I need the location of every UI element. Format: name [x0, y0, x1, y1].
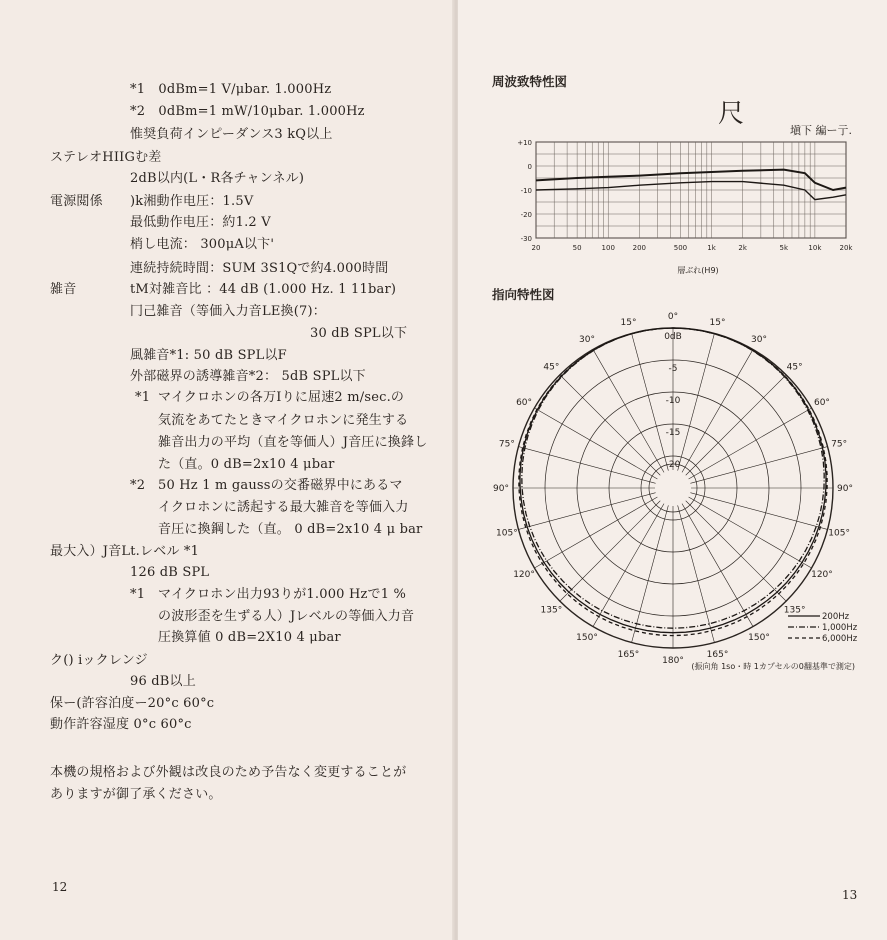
polar-angle-label: 120° — [513, 570, 535, 580]
right-page — [458, 0, 887, 940]
freq-axis — [517, 139, 853, 252]
polar-chart-title: 指向特性図 — [492, 287, 555, 302]
polar-ring-label: -15 — [665, 428, 681, 438]
spec-line: *1 0dBm=1 V/μbar. 1.000Hz — [130, 82, 332, 97]
spec-line: 96 dB以上 — [130, 674, 196, 689]
footnote-line: の波形歪を生ずる人）Jレベルの等価入力音 — [158, 609, 415, 624]
notice-line: 本機の規格および外観は改良のため予告なく変更することが — [50, 765, 407, 780]
freq-x-tick: 200 — [632, 244, 647, 252]
polar-angle-label: 45° — [543, 362, 560, 373]
spec-line: 30 dB SPL以下 — [310, 326, 408, 341]
polar-angle-label: 60° — [516, 398, 533, 408]
spec-line: *2 0dBm=1 mW/10μbar. 1.000Hz — [130, 104, 365, 119]
polar-angle-label: 135° — [783, 605, 806, 616]
freq-y-tick: -10 — [520, 187, 532, 195]
polar-angle-label: 90° — [837, 484, 853, 494]
spec-heading: 雑音 — [50, 282, 77, 297]
polar-angle-label: 180° — [662, 656, 684, 666]
polar-angle-label: 15° — [620, 317, 637, 328]
polar-spoke — [686, 501, 786, 601]
spec-line: )k湘動作电圧：1.5V — [130, 194, 254, 209]
polar-spoke — [678, 333, 715, 470]
polar-spoke — [632, 505, 669, 642]
spec-line: 最低動作电圧：約1.2 V — [130, 215, 271, 230]
polar-angle-label: 165° — [706, 650, 729, 661]
freq-x-tick: 20k — [839, 244, 853, 252]
footnote-line: た（直。0 dB=2x10 4 μbar — [158, 457, 335, 472]
footnote-line: 音圧に換鋼した（直。 0 dB=2x10 4 μ bar — [158, 522, 423, 537]
spec-heading: 最大入）J音Lt.レベル *1 — [50, 544, 200, 559]
footnote-line: マイクロホンの各万Iりに屈速2 m/sec.の — [158, 390, 405, 405]
freq-series-line — [536, 170, 846, 190]
freq-x-tick: 2k — [738, 244, 747, 252]
polar-angle-label: 165° — [617, 650, 640, 661]
footnote-line: 気流をあてたときマイクロホンに発生する — [158, 413, 409, 428]
freq-x-label: 層ぶれ(H9) — [677, 266, 719, 275]
polar-ring-label: 0dB — [664, 332, 682, 342]
freq-series — [536, 170, 846, 200]
freq-y-tick: -30 — [520, 235, 532, 243]
polar-angle-label: 0° — [667, 312, 679, 322]
polar-angle-label: 30° — [579, 335, 595, 346]
freq-x-tick: 1k — [707, 244, 716, 252]
freq-x-tick: 20 — [531, 244, 541, 252]
footnote-marker: *1 — [130, 587, 146, 602]
footnote-line: 圧換算値 0 dB=2X10 4 μbar — [158, 630, 341, 645]
freq-x-tick: 10k — [808, 244, 822, 252]
spec-line: 2dB以内(L・R各チャンネル) — [130, 171, 305, 186]
freq-x-tick: 5k — [779, 244, 789, 252]
spec-line: 126 dB SPL — [130, 565, 210, 580]
polar-pattern-chart — [458, 300, 887, 680]
polar-legend-label: 1,000Hz — [822, 623, 858, 633]
polar-spoke — [686, 375, 786, 475]
page-number: 13 — [842, 888, 858, 902]
polar-angle-label: 75° — [498, 439, 515, 450]
freq-y-tick: +10 — [517, 139, 532, 147]
spec-line: tM対雑音比 ：44 dB (1.000 Hz. 1 11bar) — [130, 282, 397, 297]
polar-legend — [788, 612, 858, 644]
frequency-response-chart — [458, 90, 887, 280]
footnote-line: イクロホンに誘起する最大雑音を等価入力 — [158, 500, 409, 515]
freq-y-tick: 0 — [527, 163, 532, 171]
polar-angle-label: 90° — [493, 484, 509, 494]
polar-angle-label: 75° — [831, 439, 848, 450]
spec-line: 梢し电流： 300μA以卞' — [130, 237, 275, 252]
freq-x-tick: 500 — [673, 244, 688, 252]
polar-angle-label: 105° — [828, 528, 850, 539]
page-number: 12 — [52, 880, 68, 894]
freq-x-tick: 50 — [572, 244, 582, 252]
polar-spoke — [518, 493, 655, 530]
polar-angle-label: 120° — [811, 570, 833, 580]
freq-chart-title: 周波致特性図 — [492, 74, 568, 89]
spec-line: 惟奨負荷インピーダンス3 kQ以上 — [130, 127, 333, 142]
spec-line: 外部磁界の誘導雑音*2： 5dB SPL以下 — [130, 369, 366, 384]
polar-angle-label: 150° — [576, 632, 598, 643]
chart-header-text: 塡下 編ー亍. — [790, 124, 852, 137]
spec-heading: ク() iックレンジ — [50, 653, 148, 668]
polar-spoke — [690, 447, 827, 484]
polar-legend-label: 6,000Hz — [822, 634, 858, 644]
polar-spoke — [690, 493, 827, 530]
spec-heading: 保ー(許容泊度ー20°c 60°c — [50, 696, 215, 711]
footnote-marker: *2 — [130, 478, 146, 493]
spec-line: 冂己雑音（等価入力音LE換(7)： — [130, 304, 326, 319]
spec-line: 連続持続時間：SUM 3S1Qで約4.000時間 — [130, 261, 389, 276]
polar-spoke — [678, 505, 715, 642]
freq-x-tick: 100 — [601, 244, 615, 252]
polar-spoke — [518, 447, 655, 484]
polar-angle-label: 135° — [540, 605, 563, 616]
polar-ring-label: -5 — [668, 364, 678, 374]
footnote-line: 50 Hz 1 m gaussの交番磁界中にあるマ — [158, 478, 403, 493]
footnote-line: 雑音出力の平均（直を等価人）J音圧に換鋒し — [158, 435, 428, 450]
spec-line: 風雑音*1: 50 dB SPL以F — [130, 348, 287, 363]
polar-angle-label: 60° — [813, 398, 830, 408]
polar-angle-label: 150° — [748, 632, 770, 643]
freq-grid — [536, 142, 846, 238]
polar-angle-label: 15° — [709, 317, 726, 328]
polar-angle-label: 30° — [751, 335, 767, 346]
freq-y-tick: -20 — [520, 211, 532, 219]
notice-line: ありますが御了承ください。 — [50, 787, 222, 802]
freq-series-line — [536, 182, 846, 200]
spec-heading: 動作許容湿度 0°c 60°c — [50, 717, 192, 732]
polar-spoke — [560, 375, 660, 475]
polar-spoke — [632, 333, 669, 470]
footnote-marker: *1 — [135, 390, 151, 405]
polar-ring-label: -10 — [665, 396, 681, 406]
spec-heading: 電源閲係 — [50, 194, 103, 209]
polar-spoke — [560, 501, 660, 601]
spec-heading: ステレオHIIGむ差 — [50, 150, 162, 165]
polar-angle-label: 45° — [786, 362, 803, 373]
polar-footnote: (振向角 1so・時 1カプセルの0翻基準で測定) — [691, 662, 855, 671]
polar-ring-label: -20 — [665, 460, 681, 470]
polar-legend-label: 200Hz — [822, 612, 850, 622]
polar-angle-label: 105° — [496, 528, 518, 539]
footnote-line: マイクロホン出力93りが1.000 Hzで1 % — [158, 587, 407, 602]
chart-header-glyph: 尺 — [718, 99, 745, 129]
